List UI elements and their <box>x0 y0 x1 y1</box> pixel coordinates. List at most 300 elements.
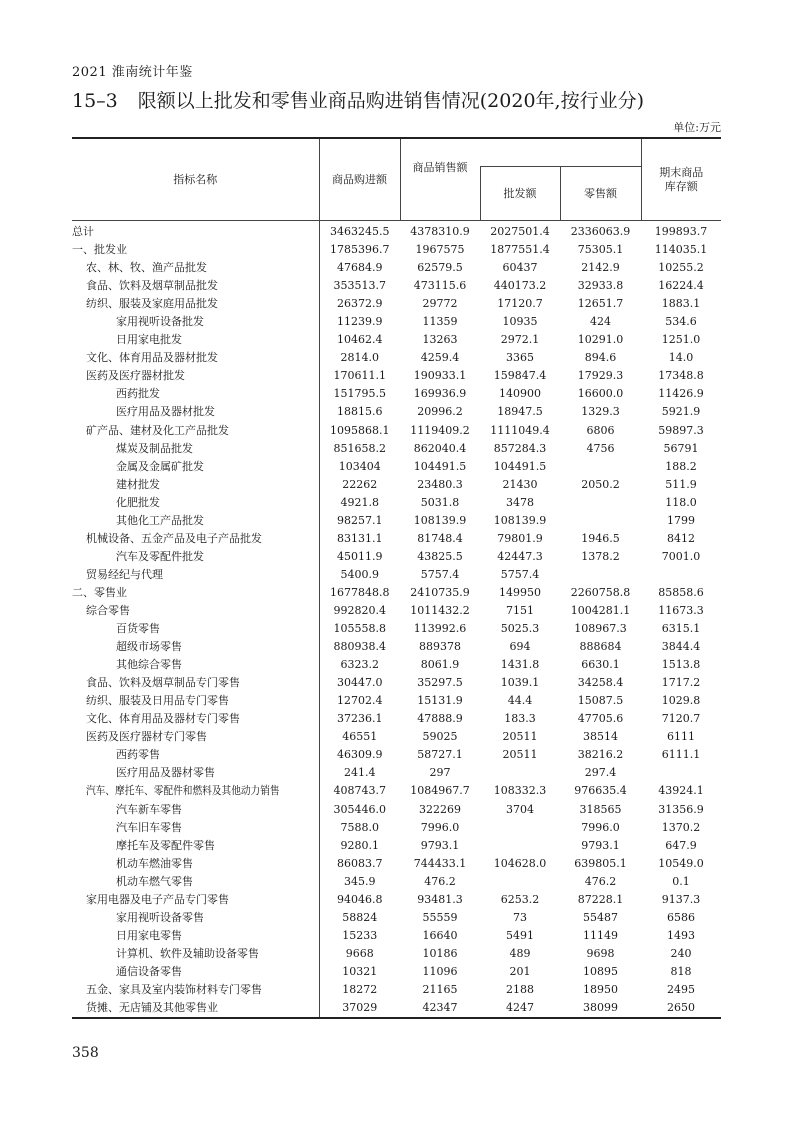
row-label <box>72 999 319 1018</box>
unit-label: 单位:万元 <box>673 121 721 134</box>
cell-wholesale: 183.3 <box>504 712 536 726</box>
row-label <box>72 440 319 458</box>
cell-wholesale: 108139.9 <box>493 513 547 527</box>
row-label-text: 计算机、软件及辅助设备零售 <box>116 946 259 960</box>
row-label <box>72 385 319 403</box>
cell-inventory: 10255.2 <box>658 261 704 275</box>
cell-sales: 29772 <box>422 297 458 311</box>
cell-sales: 104491.5 <box>413 459 467 473</box>
row-label <box>72 746 319 764</box>
row-label-text: 农、林、牧、渔产品批发 <box>86 261 207 275</box>
cell-inventory: 3844.4 <box>661 640 701 654</box>
row-label <box>72 692 319 710</box>
row-label <box>72 728 319 746</box>
row-label-text: 贸易经纪与代理 <box>86 567 163 581</box>
table-row <box>72 674 721 692</box>
row-label-text: 汽车新车零售 <box>116 802 182 816</box>
row-label-text: 医疗用品及器材批发 <box>116 405 215 419</box>
cell-retail: 2050.2 <box>581 477 620 491</box>
row-label-text: 其他综合零售 <box>116 658 182 672</box>
cell-sales: 42347 <box>400 999 480 1018</box>
cell-inventory: 9137.3 <box>661 892 701 906</box>
row-label-text: 家用电器及电子产品专门零售 <box>86 892 229 906</box>
cell-inventory: 118.0 <box>665 495 697 509</box>
cell-purchase: 37029 <box>319 999 400 1018</box>
table-row <box>72 295 721 313</box>
cell-purchase: 880938.4 <box>319 638 400 656</box>
cell-sales: 862040.4 <box>413 441 467 455</box>
table-row <box>72 620 721 638</box>
table-row <box>72 602 721 620</box>
cell-inventory: 2650 <box>641 999 721 1018</box>
cell-wholesale: 104628.0 <box>493 856 547 870</box>
row-label <box>72 458 319 476</box>
cell-retail: 47705.6 <box>577 712 624 726</box>
cell-purchase: 30447.0 <box>319 674 400 692</box>
cell-retail: 2336063.9 <box>570 225 631 239</box>
row-label-text: 医药及医疗器材专门零售 <box>86 730 207 744</box>
row-label <box>72 494 319 512</box>
table-number: 15–3 <box>72 90 118 112</box>
cell-purchase: 9280.1 <box>319 837 400 855</box>
cell-sales: 16640 <box>422 928 458 942</box>
cell-purchase: 408743.7 <box>319 782 400 800</box>
cell-wholesale <box>480 837 560 855</box>
cell-inventory: 8412 <box>667 531 695 545</box>
cell-wholesale: 20511 <box>502 730 538 744</box>
table-row <box>72 945 721 963</box>
table-header <box>72 138 721 221</box>
cell-purchase: 98257.1 <box>319 512 400 530</box>
cell-sales: 473115.6 <box>413 279 467 293</box>
table-row <box>72 349 721 367</box>
cell-retail: 976635.4 <box>574 784 627 798</box>
row-label-text: 医药及医疗器材批发 <box>86 369 185 383</box>
cell-sales: 476.2 <box>424 874 456 888</box>
row-label <box>72 349 319 367</box>
cell-wholesale: 5757.4 <box>500 567 540 581</box>
row-label-text: 其他化工产品批发 <box>116 513 204 527</box>
cell-purchase: 151795.5 <box>319 385 400 403</box>
cell-wholesale: 10935 <box>502 315 538 329</box>
row-label-text: 综合零售 <box>86 604 130 617</box>
table-row <box>72 638 721 656</box>
cell-sales: 744433.1 <box>413 856 467 870</box>
cell-wholesale <box>480 764 560 782</box>
row-label <box>72 855 319 873</box>
cell-retail: 318565 <box>579 802 622 816</box>
row-label <box>72 656 319 674</box>
cell-wholesale: 489 <box>509 946 531 960</box>
cell-inventory: 85858.6 <box>658 585 704 599</box>
row-label-text: 通信设备零售 <box>116 964 182 978</box>
cell-purchase: 15233 <box>319 927 400 945</box>
row-label <box>72 403 319 421</box>
cell-sales: 1967575 <box>415 243 465 257</box>
row-label-text: 建材批发 <box>116 477 160 491</box>
cell-retail: 4756 <box>586 441 615 455</box>
cell-purchase: 1095868.1 <box>319 422 400 440</box>
cell-inventory: 1029.8 <box>661 694 701 708</box>
cell-inventory: 43924.1 <box>658 784 704 798</box>
running-head: 2021 淮南统计年鉴 <box>72 65 193 80</box>
row-label-text: 货摊、无店铺及其他零售业 <box>86 1001 218 1015</box>
cell-sales: 7996.0 <box>420 820 460 834</box>
row-label <box>72 476 319 494</box>
cell-inventory: 6111.1 <box>661 748 701 762</box>
cell-retail: 17929.3 <box>577 369 624 383</box>
cell-retail: 10291.0 <box>577 333 624 347</box>
row-label <box>72 259 319 277</box>
row-label-text: 日用家电批发 <box>116 333 182 347</box>
cell-sales: 15131.9 <box>417 694 463 708</box>
row-label-text: 机动车燃油零售 <box>116 856 193 870</box>
cell-wholesale: 104491.5 <box>493 459 547 473</box>
row-label-text: 纺织、服装及家庭用品批发 <box>86 297 218 311</box>
cell-purchase: 1677848.8 <box>319 584 400 602</box>
row-label <box>72 548 319 566</box>
cell-sales: 59025 <box>422 730 458 744</box>
table-row <box>72 782 721 800</box>
cell-sales: 4259.4 <box>420 351 460 365</box>
cell-retail <box>560 512 641 530</box>
cell-sales: 108139.9 <box>413 513 467 527</box>
cell-purchase: 241.4 <box>319 764 400 782</box>
cell-wholesale: 1039.1 <box>500 676 540 690</box>
row-label <box>72 620 319 638</box>
cell-purchase: 10321 <box>319 963 400 981</box>
cell-wholesale: 2027501.4 <box>490 225 550 239</box>
cell-sales: 5757.4 <box>420 567 460 581</box>
cell-wholesale: 1877551.4 <box>490 243 550 257</box>
cell-retail: 1378.2 <box>581 549 620 563</box>
row-label <box>72 837 319 855</box>
table-row <box>72 277 721 295</box>
table-row <box>72 566 721 584</box>
cell-retail: 894.6 <box>584 351 617 365</box>
cell-wholesale: 2972.1 <box>500 333 540 347</box>
statistics-table-container <box>72 137 721 1019</box>
cell-sales: 297 <box>429 766 451 780</box>
row-label <box>72 331 319 349</box>
page-number: 358 <box>72 1045 99 1061</box>
cell-retail: 424 <box>590 315 611 329</box>
cell-inventory: 2495 <box>667 982 695 996</box>
table-row <box>72 221 721 242</box>
cell-inventory: 114035.1 <box>654 243 708 257</box>
table-row <box>72 512 721 530</box>
row-label <box>72 566 319 584</box>
row-label-text: 汽车、摩托车、零配件和燃料及其他动力销售 <box>86 784 280 798</box>
table-row <box>72 801 721 819</box>
cell-retail: 16600.0 <box>577 387 624 401</box>
cell-wholesale: 79801.9 <box>497 531 543 545</box>
row-label-text: 二、零售业 <box>72 585 127 599</box>
header-sales-group <box>480 138 641 167</box>
cell-wholesale: 6253.2 <box>500 892 540 906</box>
cell-wholesale: 1111049.4 <box>490 423 550 437</box>
cell-wholesale: 73 <box>513 910 527 924</box>
cell-wholesale: 159847.4 <box>493 369 547 383</box>
cell-sales: 1119409.2 <box>410 423 470 437</box>
table-row <box>72 963 721 981</box>
cell-retail: 108967.3 <box>574 622 627 636</box>
cell-purchase: 94046.8 <box>319 891 400 909</box>
cell-purchase: 12702.4 <box>319 692 400 710</box>
row-label-text: 食品、饮料及烟草制品专门零售 <box>86 676 240 690</box>
row-label <box>72 602 319 620</box>
cell-wholesale: 108332.3 <box>493 784 547 798</box>
cell-purchase: 305446.0 <box>319 801 400 819</box>
cell-inventory: 7001.0 <box>661 549 701 563</box>
row-label-text: 汽车及零配件批发 <box>116 549 204 563</box>
cell-inventory: 240 <box>670 946 692 960</box>
row-label <box>72 981 319 999</box>
row-label <box>72 241 319 259</box>
cell-inventory: 1493 <box>667 928 695 942</box>
row-label <box>72 295 319 313</box>
header-wholesale: 批发额 <box>480 167 560 221</box>
row-label-text: 家用视听设备批发 <box>116 315 204 329</box>
row-label-text: 文化、体育用品及器材批发 <box>86 351 218 365</box>
row-label-text: 医疗用品及器材零售 <box>116 766 215 780</box>
cell-wholesale: 5491 <box>506 928 534 942</box>
cell-inventory: 5921.9 <box>661 405 701 419</box>
table-title-text: 限额以上批发和零售业商品购进销售情况(2020年,按行业分) <box>137 90 644 112</box>
row-label <box>72 945 319 963</box>
row-label-text: 一、批发业 <box>72 243 127 257</box>
cell-purchase: 4921.8 <box>319 494 400 512</box>
cell-wholesale: 7151 <box>506 604 534 617</box>
cell-retail: 6806 <box>586 423 615 437</box>
cell-sales: 93481.3 <box>417 892 463 906</box>
cell-retail <box>560 458 641 476</box>
row-label <box>72 277 319 295</box>
cell-inventory: 6111 <box>667 730 695 744</box>
cell-sales: 11096 <box>422 964 458 978</box>
cell-sales: 55559 <box>422 910 458 924</box>
cell-retail: 38099 <box>560 999 641 1018</box>
cell-sales: 9793.1 <box>420 838 460 852</box>
cell-retail: 9793.1 <box>581 838 620 852</box>
table-row <box>72 710 721 728</box>
cell-purchase: 1785396.7 <box>319 241 400 259</box>
row-label <box>72 638 319 656</box>
cell-retail <box>560 494 641 512</box>
cell-wholesale: 1431.8 <box>500 658 540 672</box>
cell-sales: 8061.9 <box>420 658 460 672</box>
table-row <box>72 476 721 494</box>
row-label-text: 西药批发 <box>116 387 160 401</box>
cell-inventory: 647.9 <box>665 838 697 852</box>
cell-wholesale: 4247 <box>480 999 560 1018</box>
cell-purchase: 5400.9 <box>319 566 400 584</box>
cell-sales: 10186 <box>422 946 458 960</box>
row-label <box>72 530 319 548</box>
row-label-text: 汽车旧车零售 <box>116 820 182 834</box>
cell-inventory: 188.2 <box>665 459 697 473</box>
cell-sales: 47888.9 <box>417 712 463 726</box>
cell-retail: 38514 <box>583 730 618 744</box>
cell-inventory: 11426.9 <box>658 387 704 401</box>
table-row <box>72 331 721 349</box>
cell-sales: 889378 <box>419 640 461 654</box>
cell-wholesale: 2188 <box>506 982 534 996</box>
row-label <box>72 512 319 530</box>
table-row <box>72 458 721 476</box>
cell-wholesale: 60437 <box>502 261 538 275</box>
table-row <box>72 891 721 909</box>
cell-wholesale: 694 <box>509 640 531 654</box>
cell-sales: 62579.5 <box>417 261 463 275</box>
cell-purchase: 11239.9 <box>319 313 400 331</box>
table-row <box>72 837 721 855</box>
cell-wholesale: 20511 <box>502 748 538 762</box>
cell-purchase: 58824 <box>319 909 400 927</box>
cell-purchase: 2814.0 <box>319 349 400 367</box>
cell-inventory <box>641 566 721 584</box>
cell-purchase: 86083.7 <box>319 855 400 873</box>
table-row <box>72 656 721 674</box>
cell-inventory: 31356.9 <box>658 802 704 816</box>
cell-inventory: 17348.8 <box>658 369 704 383</box>
table-row <box>72 981 721 999</box>
cell-purchase: 18272 <box>319 981 400 999</box>
cell-retail: 1004281.1 <box>570 604 631 617</box>
cell-retail: 2260758.8 <box>570 585 631 599</box>
row-label <box>72 674 319 692</box>
cell-purchase: 345.9 <box>319 873 400 891</box>
cell-sales: 190933.1 <box>413 369 467 383</box>
cell-retail: 87228.1 <box>577 892 624 906</box>
header-purchase: 商品购进额 <box>319 138 400 221</box>
table-row <box>72 440 721 458</box>
row-label-text: 纺织、服装及日用品专门零售 <box>86 694 229 708</box>
row-label-text: 西药零售 <box>116 748 160 762</box>
cell-retail: 10895 <box>583 964 618 978</box>
cell-inventory: 199893.7 <box>654 225 708 239</box>
row-label-text: 矿产品、建材及化工产品批发 <box>86 423 229 437</box>
cell-purchase: 3463245.5 <box>319 221 400 242</box>
table-row <box>72 548 721 566</box>
row-label-text: 总计 <box>72 225 94 239</box>
table-row <box>72 999 721 1018</box>
header-sales <box>400 160 480 221</box>
table-row <box>72 927 721 945</box>
cell-wholesale: 18947.5 <box>497 405 543 419</box>
table-row <box>72 692 721 710</box>
cell-wholesale: 140900 <box>499 387 541 401</box>
cell-wholesale: 201 <box>509 964 531 978</box>
statistics-table <box>72 137 721 1019</box>
cell-purchase: 46309.9 <box>319 746 400 764</box>
table-row <box>72 819 721 837</box>
cell-retail: 7996.0 <box>581 820 620 834</box>
cell-purchase: 22262 <box>319 476 400 494</box>
row-label <box>72 963 319 981</box>
cell-inventory: 6315.1 <box>661 622 701 636</box>
cell-wholesale: 42447.3 <box>497 549 543 563</box>
table-row <box>72 259 721 277</box>
row-label <box>72 422 319 440</box>
cell-retail: 476.2 <box>584 874 617 888</box>
cell-sales: 43825.5 <box>417 549 463 563</box>
cell-sales: 20996.2 <box>417 405 463 419</box>
cell-purchase: 6323.2 <box>319 656 400 674</box>
header-retail: 零售额 <box>560 167 641 221</box>
cell-wholesale: 5025.3 <box>500 622 540 636</box>
table-body <box>72 221 721 1019</box>
cell-purchase: 170611.1 <box>319 367 400 385</box>
cell-inventory: 534.6 <box>665 315 697 329</box>
cell-retail: 6630.1 <box>581 658 620 672</box>
cell-retail: 1946.5 <box>581 531 620 545</box>
cell-purchase: 26372.9 <box>319 295 400 313</box>
row-label <box>72 367 319 385</box>
cell-purchase: 7588.0 <box>319 819 400 837</box>
cell-wholesale: 17120.7 <box>497 297 543 311</box>
header-indicator-name: 指标名称 <box>72 138 319 221</box>
row-label <box>72 927 319 945</box>
cell-sales: 1084967.7 <box>410 784 470 798</box>
cell-inventory: 1799 <box>667 513 695 527</box>
row-label <box>72 801 319 819</box>
cell-purchase: 103404 <box>319 458 400 476</box>
cell-wholesale: 440173.2 <box>493 279 547 293</box>
cell-retail: 34258.4 <box>577 676 624 690</box>
table-row <box>72 241 721 259</box>
row-label-text: 日用家电零售 <box>116 928 182 942</box>
row-label <box>72 764 319 782</box>
cell-wholesale: 3365 <box>506 351 534 365</box>
cell-purchase: 10462.4 <box>319 331 400 349</box>
cell-retail: 2142.9 <box>581 261 620 275</box>
cell-purchase: 83131.1 <box>319 530 400 548</box>
cell-retail: 888684 <box>579 640 622 654</box>
row-label <box>72 819 319 837</box>
cell-retail: 1329.3 <box>581 405 620 419</box>
cell-purchase: 18815.6 <box>319 403 400 421</box>
cell-retail: 55487 <box>583 910 618 924</box>
row-label-text: 机动车燃气零售 <box>116 874 193 888</box>
cell-sales: 11359 <box>422 315 458 329</box>
row-label <box>72 909 319 927</box>
row-label-text: 摩托车及零配件零售 <box>116 838 215 852</box>
cell-retail: 9698 <box>586 946 615 960</box>
table-row <box>72 385 721 403</box>
header-inventory: 期末商品 库存额 <box>641 138 721 221</box>
cell-purchase: 105558.8 <box>319 620 400 638</box>
cell-retail: 11149 <box>583 928 618 942</box>
cell-wholesale: 3704 <box>506 802 534 816</box>
table-row <box>72 855 721 873</box>
row-label-text: 金属及金属矿批发 <box>116 459 204 473</box>
cell-inventory: 511.9 <box>665 477 697 491</box>
cell-purchase: 9668 <box>319 945 400 963</box>
row-label-text: 五金、家具及室内装饰材料专门零售 <box>86 982 262 996</box>
row-label-text: 超级市场零售 <box>116 640 182 654</box>
cell-purchase: 851658.2 <box>319 440 400 458</box>
cell-inventory: 1883.1 <box>661 297 701 311</box>
row-label-text: 食品、饮料及烟草制品批发 <box>86 279 218 293</box>
cell-sales: 1011432.2 <box>410 604 470 617</box>
row-label <box>72 782 319 800</box>
cell-sales: 169936.9 <box>413 387 467 401</box>
cell-sales: 21165 <box>422 982 458 996</box>
table-row <box>72 764 721 782</box>
cell-purchase: 46551 <box>319 728 400 746</box>
cell-wholesale: 857284.3 <box>493 441 547 455</box>
